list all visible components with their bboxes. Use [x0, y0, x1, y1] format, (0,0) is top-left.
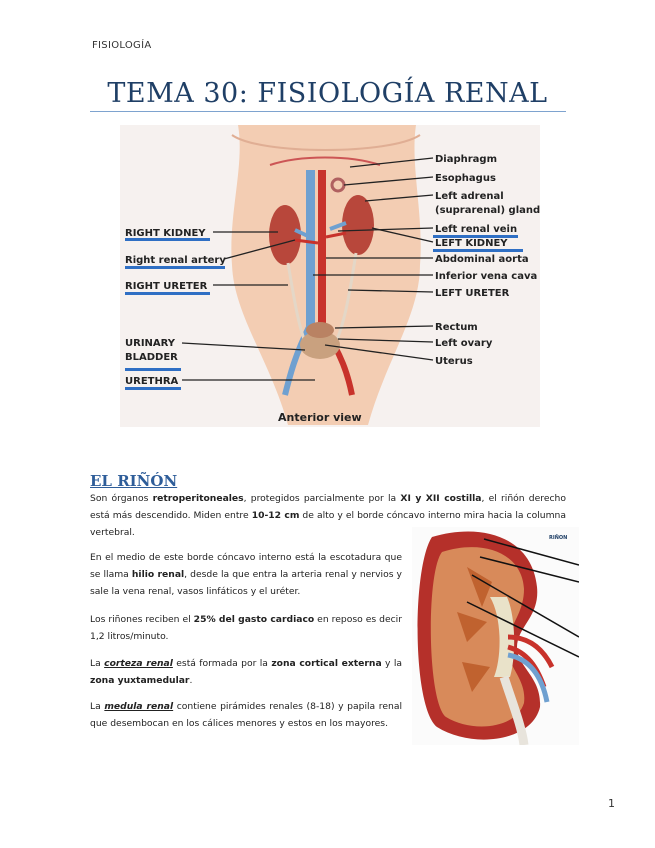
urinary-system-figure [120, 125, 540, 427]
label-urethra: URETHRA [125, 376, 179, 387]
vena-cava [306, 170, 315, 330]
page-number: 1 [608, 797, 615, 810]
paragraph-4: La corteza renal está formada por la zona cortical externa y la zona yuxtamedular. [90, 658, 403, 686]
page-title: TEMA 30: FISIOLOGÍA RENAL [107, 78, 548, 109]
label-left-renal-vein: Left renal vein [435, 224, 518, 235]
paragraph-5: La medula renal contiene pirámides renales (8-18) y papila renal que desembocan en los cálices menores y estos en los mayores. [90, 701, 402, 729]
label-esophagus: Esophagus [435, 173, 496, 184]
section-title: EL RIÑÓN [90, 472, 178, 490]
label-left-adrenal-2: (suprarenal) gland [435, 205, 540, 216]
title-underline [90, 111, 566, 112]
label-left-adrenal-1: Left adrenal [435, 191, 504, 202]
label-left-ovary: Left ovary [435, 338, 493, 349]
label-left-ureter: LEFT URETER [435, 288, 510, 299]
left-kidney-shape [342, 195, 374, 255]
paragraph-1: Son órganos retroperitoneales, protegidos parcialmente por la XI y XII costilla, el riñón derecho está más descendido. Miden entre 10-12 cm de alto y el borde cóncavo interno mira hacia la columna vertebral. [90, 493, 566, 538]
label-uterus: Uterus [435, 356, 473, 367]
label-right-ureter: RIGHT URETER [125, 281, 208, 292]
label-abdominal-aorta: Abdominal aorta [435, 254, 529, 265]
running-header: FISIOLOGÍA [92, 40, 152, 51]
paragraph-3: Los riñones reciben el 25% del gasto cardiaco en reposo es decir 1,2 litros/minuto. [90, 614, 402, 642]
kidney-image-tag: RIÑON [549, 535, 568, 541]
label-rectum: Rectum [435, 322, 478, 333]
label-right-renal-artery: Right renal artery [125, 255, 226, 266]
label-urinary-bladder-2: BLADDER [125, 352, 178, 363]
aorta [318, 170, 326, 330]
right-kidney-shape [269, 205, 301, 265]
label-left-kidney: LEFT KIDNEY [435, 238, 508, 249]
label-diaphragm: Diaphragm [435, 154, 498, 165]
paragraph-2: En el medio de este borde cóncavo interno está la escotadura que se llama hilio renal, desde la que entra la arteria renal y nervios y sale la vena renal, vasos linfáticos y el uréter. [90, 552, 402, 597]
label-urinary-bladder-1: URINARY [125, 338, 176, 349]
kidney-section-image [412, 527, 579, 745]
figure-caption: Anterior view [278, 411, 362, 424]
label-inferior-vena-cava: Inferior vena cava [435, 271, 538, 282]
label-right-kidney: RIGHT KIDNEY [125, 228, 206, 239]
